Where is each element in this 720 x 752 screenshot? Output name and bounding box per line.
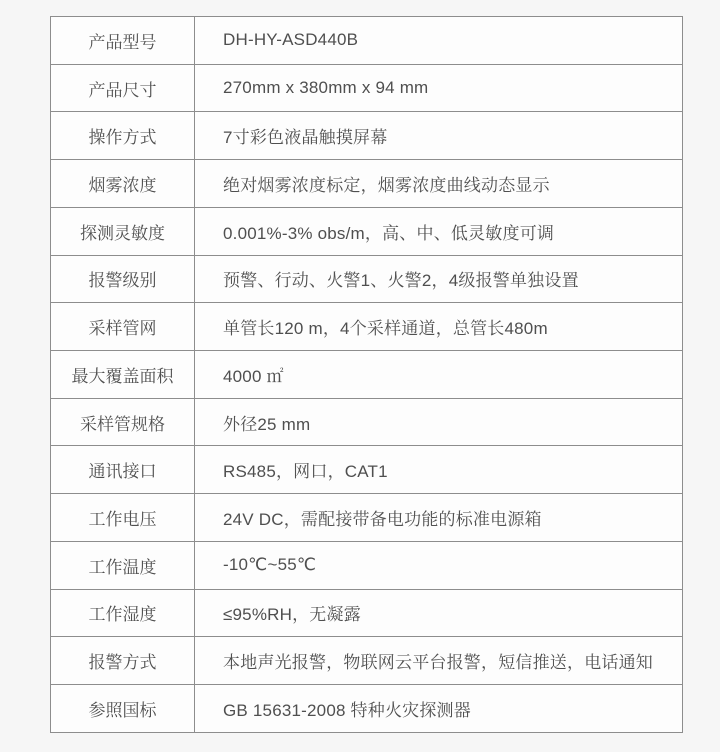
spec-label: 采样管网	[51, 303, 195, 351]
spec-label: 报警级别	[51, 255, 195, 303]
table-row	[51, 494, 683, 542]
spec-value: RS485，网口，CAT1	[195, 446, 683, 494]
spec-label: 烟雾浓度	[51, 160, 195, 208]
spec-value: 绝对烟雾浓度标定，烟雾浓度曲线动态显示	[195, 160, 683, 208]
table-row	[51, 398, 683, 446]
spec-label: 工作电压	[51, 494, 195, 542]
table-row	[51, 17, 683, 65]
spec-label: 参照国标	[51, 685, 195, 733]
spec-table	[50, 16, 683, 733]
spec-table-container	[50, 16, 683, 733]
spec-label: 工作温度	[51, 541, 195, 589]
spec-label: 报警方式	[51, 637, 195, 685]
table-row	[51, 303, 683, 351]
spec-label: 探测灵敏度	[51, 207, 195, 255]
table-row	[51, 160, 683, 208]
table-row	[51, 446, 683, 494]
spec-value: GB 15631-2008 特种火灾探测器	[195, 685, 683, 733]
spec-value: 外径25 mm	[195, 398, 683, 446]
spec-value: 270mm x 380mm x 94 mm	[195, 64, 683, 112]
spec-value: DH-HY-ASD440B	[195, 17, 683, 65]
table-row	[51, 541, 683, 589]
spec-label: 通讯接口	[51, 446, 195, 494]
spec-value: ≤95%RH，无凝露	[195, 589, 683, 637]
spec-value: 本地声光报警，物联网云平台报警，短信推送，电话通知	[195, 637, 683, 685]
table-row	[51, 112, 683, 160]
table-row	[51, 351, 683, 399]
spec-value: 7寸彩色液晶触摸屏幕	[195, 112, 683, 160]
spec-value: 预警、行动、火警1、火警2，4级报警单独设置	[195, 255, 683, 303]
spec-value: 单管长120 m，4个采样通道，总管长480m	[195, 303, 683, 351]
table-row	[51, 255, 683, 303]
spec-label: 采样管规格	[51, 398, 195, 446]
table-row	[51, 207, 683, 255]
table-row	[51, 637, 683, 685]
spec-label: 产品尺寸	[51, 64, 195, 112]
table-row	[51, 589, 683, 637]
table-row	[51, 64, 683, 112]
spec-label: 最大覆盖面积	[51, 351, 195, 399]
spec-label: 工作湿度	[51, 589, 195, 637]
spec-label: 产品型号	[51, 17, 195, 65]
spec-value: 24V DC，需配接带备电功能的标准电源箱	[195, 494, 683, 542]
spec-value: 0.001%-3% obs/m，高、中、低灵敏度可调	[195, 207, 683, 255]
spec-value: -10℃~55℃	[195, 541, 683, 589]
spec-value: 4000 ㎡	[195, 351, 683, 399]
table-row	[51, 685, 683, 733]
spec-label: 操作方式	[51, 112, 195, 160]
